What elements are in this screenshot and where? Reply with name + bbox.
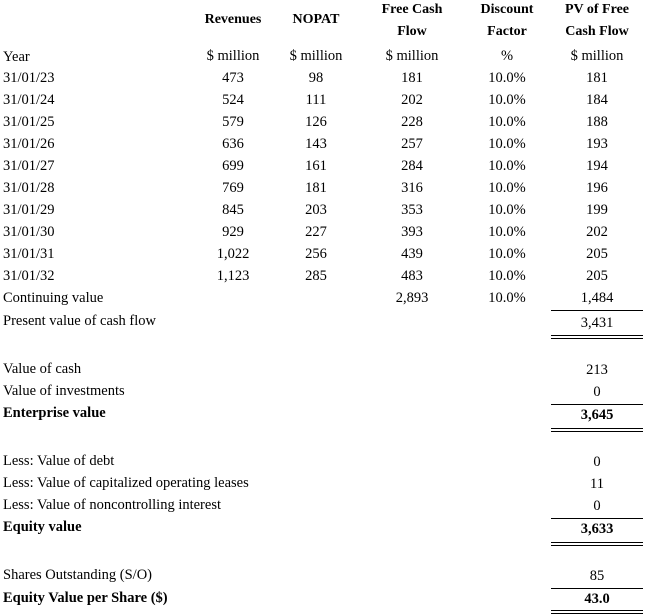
less-leases-label: Less: Value of capitalized operating leases: [3, 475, 249, 491]
row-fcf: 353: [401, 202, 423, 218]
row-fcf: 393: [401, 224, 423, 240]
value-of-investments-value: 0: [593, 384, 601, 400]
row-nopat: 161: [305, 158, 327, 174]
row-revenues: 845: [222, 202, 244, 218]
row-year: 31/01/27: [3, 158, 55, 174]
header-df-line2: Factor: [487, 24, 527, 39]
row-fcf: 257: [401, 136, 423, 152]
row-year: 31/01/31: [3, 246, 55, 262]
less-debt-label: Less: Value of debt: [3, 453, 115, 469]
row-pv: 205: [586, 246, 608, 262]
row-year: 31/01/24: [3, 92, 55, 108]
row-nopat: 285: [305, 268, 327, 284]
header-pv-line1: PV of Free: [564, 2, 629, 17]
equity-value-per-share-value: 43.0: [584, 591, 610, 607]
row-df: 10.0%: [488, 180, 526, 196]
row-nopat: 111: [305, 92, 327, 108]
continuing-value-pv: 1,484: [580, 290, 614, 306]
continuing-value-df: 10.0%: [488, 290, 526, 306]
row-pv: 202: [586, 224, 608, 240]
row-revenues: 769: [222, 180, 244, 196]
row-nopat: 181: [305, 180, 327, 196]
pv-cash-flow-label: Present value of cash flow: [3, 313, 157, 329]
less-leases-value: 11: [590, 476, 604, 492]
row-df: 10.0%: [488, 246, 526, 262]
pv-cash-flow-value: 3,431: [580, 315, 614, 331]
double-underline-bottom: [551, 545, 643, 546]
less-nci-value: 0: [593, 498, 601, 514]
row-fcf: 439: [401, 246, 423, 262]
row-pv: 194: [586, 158, 608, 174]
row-pv: 196: [586, 180, 608, 196]
double-underline-top: [551, 335, 643, 336]
single-underline: [551, 518, 643, 519]
less-nci-label: Less: Value of noncontrolling interest: [3, 497, 221, 513]
row-nopat: 143: [305, 136, 327, 152]
row-revenues: 636: [222, 136, 244, 152]
row-pv: 199: [586, 202, 608, 218]
row-year: 31/01/32: [3, 268, 55, 284]
row-revenues: 473: [222, 70, 244, 86]
row-df: 10.0%: [488, 202, 526, 218]
header-fcf-line1: Free Cash: [381, 2, 443, 17]
unit-pv: $ million: [570, 48, 624, 64]
header-revenues: Revenues: [204, 12, 262, 27]
row-fcf: 316: [401, 180, 423, 196]
row-revenues: 699: [222, 158, 244, 174]
shares-outstanding-value: 85: [589, 568, 605, 584]
row-nopat: 227: [305, 224, 327, 240]
equity-value-per-share-label: Equity Value per Share ($): [3, 590, 168, 606]
row-fcf: 284: [401, 158, 423, 174]
row-pv: 181: [586, 70, 608, 86]
row-df: 10.0%: [488, 92, 526, 108]
row-year: 31/01/29: [3, 202, 55, 218]
row-pv: 188: [586, 114, 608, 130]
row-fcf: 181: [401, 70, 423, 86]
row-revenues: 524: [222, 92, 244, 108]
row-year: 31/01/23: [3, 70, 55, 86]
unit-revenues: $ million: [206, 48, 260, 64]
row-year: 31/01/30: [3, 224, 55, 240]
header-pv-line2: Cash Flow: [565, 24, 629, 39]
row-pv: 184: [586, 92, 608, 108]
value-of-cash-label: Value of cash: [3, 361, 82, 377]
unit-nopat: $ million: [289, 48, 343, 64]
equity-value-label: Equity value: [3, 519, 82, 535]
shares-outstanding-label: Shares Outstanding (S/O): [3, 567, 153, 583]
unit-fcf: $ million: [385, 48, 439, 64]
row-fcf: 228: [401, 114, 423, 130]
value-of-cash-value: 213: [586, 362, 608, 378]
header-fcf-line2: Flow: [397, 24, 427, 39]
header-nopat: NOPAT: [292, 12, 340, 27]
row-df: 10.0%: [488, 268, 526, 284]
row-fcf: 483: [401, 268, 423, 284]
row-nopat: 98: [308, 70, 324, 86]
row-revenues: 579: [222, 114, 244, 130]
unit-df: %: [500, 48, 514, 64]
row-pv: 205: [586, 268, 608, 284]
equity-value-value: 3,633: [580, 521, 614, 537]
double-underline-bottom: [551, 338, 643, 339]
row-df: 10.0%: [488, 158, 526, 174]
header-df-line1: Discount: [480, 2, 534, 17]
double-underline-top: [551, 428, 643, 429]
row-nopat: 126: [305, 114, 327, 130]
double-underline-top: [551, 610, 643, 611]
continuing-value-fcf: 2,893: [395, 290, 429, 306]
row-revenues: 1,123: [216, 268, 250, 284]
value-of-investments-label: Value of investments: [3, 383, 125, 399]
double-underline-top: [551, 542, 643, 543]
row-year: 31/01/28: [3, 180, 55, 196]
enterprise-value-value: 3,645: [580, 407, 614, 423]
continuing-value-label: Continuing value: [3, 290, 104, 306]
row-fcf: 202: [401, 92, 423, 108]
year-label: Year: [3, 49, 30, 65]
row-df: 10.0%: [488, 70, 526, 86]
row-revenues: 929: [222, 224, 244, 240]
row-df: 10.0%: [488, 114, 526, 130]
single-underline: [551, 588, 643, 589]
row-year: 31/01/25: [3, 114, 55, 130]
enterprise-value-label: Enterprise value: [3, 405, 106, 421]
row-nopat: 203: [305, 202, 327, 218]
row-pv: 193: [586, 136, 608, 152]
row-nopat: 256: [305, 246, 327, 262]
row-revenues: 1,022: [216, 246, 250, 262]
row-df: 10.0%: [488, 224, 526, 240]
single-underline: [551, 310, 643, 311]
row-df: 10.0%: [488, 136, 526, 152]
double-underline-bottom: [551, 431, 643, 432]
less-debt-value: 0: [593, 454, 601, 470]
single-underline: [551, 404, 643, 405]
double-underline-bottom: [551, 613, 643, 614]
row-year: 31/01/26: [3, 136, 55, 152]
